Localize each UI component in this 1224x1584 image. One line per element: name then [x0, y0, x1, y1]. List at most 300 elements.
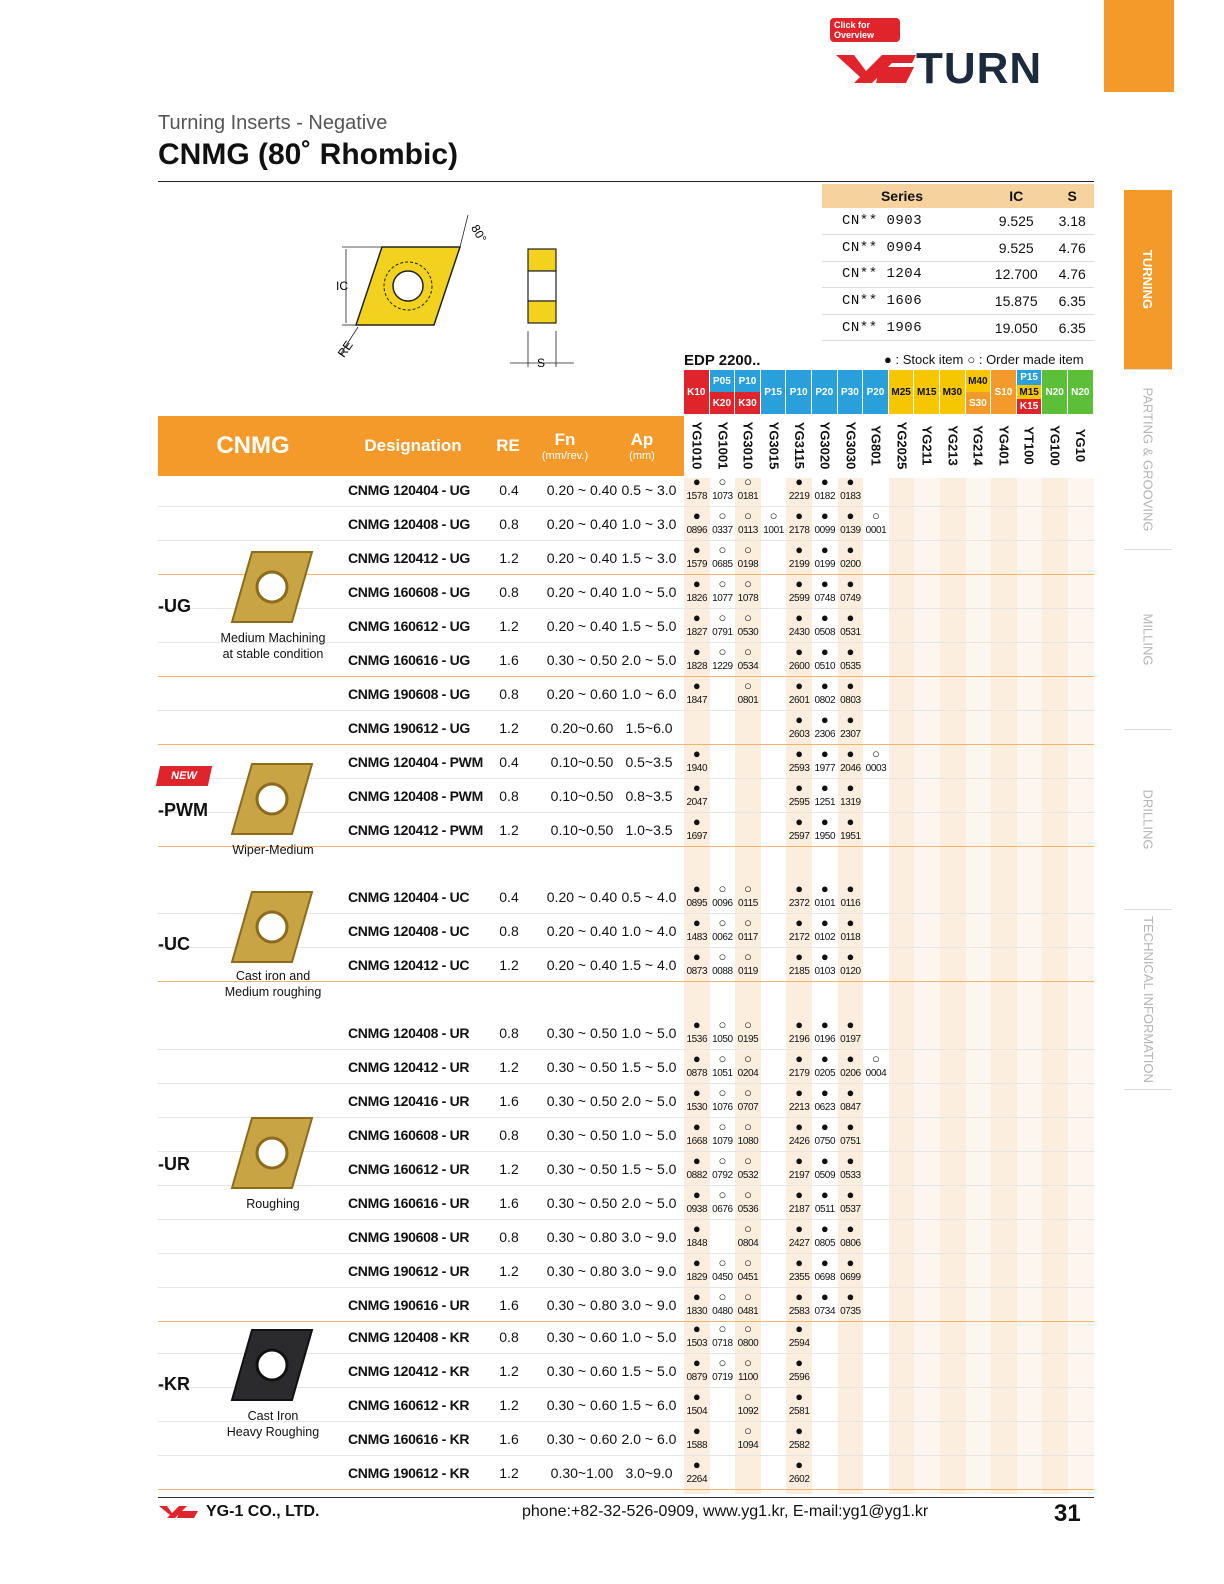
fn-cell: 0.30 ~ 0.50: [546, 1195, 618, 1211]
iso-code: P10: [786, 370, 811, 414]
edp-code: 2595: [788, 797, 810, 808]
stock-dot-icon: ●: [795, 780, 804, 795]
edp-code: 1051: [712, 1068, 733, 1079]
re-cell: 0.4: [499, 754, 519, 770]
availability-mark: [735, 1388, 761, 1417]
edp-code: 1588: [686, 1440, 708, 1451]
designation-cell: CNMG 160608 - UR: [348, 1127, 470, 1143]
stock-dot-icon: ●: [820, 1017, 829, 1032]
stock-dot-icon: ●: [820, 542, 829, 557]
stock-dot-icon: ●: [846, 1187, 855, 1202]
stock-dot-icon: ●: [795, 814, 804, 829]
iso-code: M30: [940, 370, 965, 414]
edp-code: 2264: [686, 1474, 708, 1485]
grade-name-label: YG2025: [894, 421, 910, 470]
edp-code: 0534: [737, 661, 759, 672]
availability-mark: [838, 643, 864, 672]
availability-mark: [838, 677, 864, 706]
availability-mark: [710, 1118, 736, 1147]
availability-mark: [684, 575, 710, 604]
side-tab-parting-grooving[interactable]: PARTING & GROOVING: [1124, 370, 1172, 550]
grade-name: [1068, 416, 1094, 478]
availability-mark: [735, 1320, 761, 1349]
order-circle-icon: ○: [718, 576, 727, 591]
re-cell: 1.2: [499, 1397, 519, 1413]
availability-mark: [838, 609, 864, 638]
click-for-overview-badge[interactable]: Click for Overview: [830, 18, 900, 42]
edp-code: 2599: [788, 593, 810, 604]
ap-cell: 3.0~9.0: [625, 1465, 673, 1481]
iso-class-cell: [761, 370, 787, 414]
stock-dot-icon: ●: [846, 1051, 855, 1066]
order-circle-icon: ○: [718, 1187, 727, 1202]
stock-dot-icon: ●: [820, 1051, 829, 1066]
order-circle-icon: ○: [744, 1017, 752, 1032]
fn-cell: 0.30 ~ 0.60: [546, 1329, 618, 1345]
availability-mark: [684, 643, 710, 672]
side-tab-technical-information[interactable]: TECHNICAL INFORMATION: [1124, 910, 1172, 1090]
stock-dot-icon: ●: [692, 814, 701, 829]
edp-code: 0197: [840, 1034, 861, 1045]
availability-mark: [863, 745, 889, 774]
edp-code: 0001: [865, 525, 887, 536]
order-circle-icon: ○: [718, 1119, 727, 1134]
grade-name-label: YG3010: [740, 421, 756, 470]
stock-dot-icon: ●: [846, 746, 855, 761]
re-cell: 0.8: [499, 1127, 519, 1143]
designation-cell: CNMG 190608 - UG: [348, 686, 471, 702]
fn-cell: 0.30 ~ 0.50: [546, 1025, 618, 1041]
edp-code: 2213: [788, 1102, 810, 1113]
availability-mark: [710, 507, 736, 536]
availability-mark: [786, 507, 812, 536]
iso-code: P20: [812, 370, 837, 414]
stock-dot-icon: ●: [795, 1051, 804, 1066]
footer-divider: [158, 1497, 1094, 1498]
designation-cell: CNMG 160616 - UG: [348, 652, 471, 668]
grade-name: [889, 416, 915, 478]
re-cell: 0.8: [499, 686, 519, 702]
order-circle-icon: ○: [744, 1389, 752, 1404]
edp-code: 0676: [712, 1204, 733, 1215]
grade-name: [1017, 416, 1043, 478]
table-row: [158, 507, 1094, 541]
order-circle-icon: ○: [744, 1355, 752, 1370]
availability-mark: [786, 609, 812, 638]
stock-dot-icon: ●: [692, 576, 701, 591]
stock-dot-icon: ●: [692, 610, 701, 625]
fn-header: Fn (mm/rev.): [541, 430, 589, 462]
re-cell: 1.2: [499, 1059, 519, 1075]
ap-cell: 1.0 ~ 5.0: [621, 1127, 677, 1143]
availability-mark: [812, 813, 838, 842]
edp-code: 0938: [686, 1204, 708, 1215]
availability-mark: [684, 1254, 710, 1283]
edp-code: 1076: [712, 1102, 733, 1113]
side-tab-drilling[interactable]: DRILLING: [1124, 730, 1172, 910]
availability-mark: [786, 575, 812, 604]
re-header: RE: [496, 436, 520, 455]
availability-mark: [812, 473, 838, 502]
availability-mark: [812, 1152, 838, 1181]
edp-code: 1977: [814, 763, 836, 774]
availability-mark: [710, 1320, 736, 1349]
grade-name-label: YG3030: [842, 421, 858, 470]
edp-code: 2185: [788, 966, 810, 977]
ap-cell: 1.5 ~ 4.0: [621, 957, 677, 973]
availability-mark: [838, 1254, 864, 1283]
edp-code: 2597: [788, 831, 810, 842]
edp-code: 1073: [712, 491, 733, 502]
stock-dot-icon: ●: [795, 1423, 804, 1438]
order-circle-icon: ○: [718, 542, 727, 557]
availability-mark: [710, 1084, 736, 1113]
stock-dot-icon: ●: [795, 644, 804, 659]
ap-cell: 2.0 ~ 5.0: [621, 1195, 677, 1211]
stock-dot-icon: ●: [795, 1085, 804, 1100]
fn-cell: 0.30 ~ 0.50: [546, 1161, 618, 1177]
iso-class-cell: [940, 370, 966, 414]
designation-cell: CNMG 160616 - KR: [348, 1431, 470, 1447]
edp-code: 2307: [840, 729, 861, 740]
stock-dot-icon: ●: [692, 678, 701, 693]
edp-code: 0873: [686, 966, 708, 977]
fn-cell: 0.20 ~ 0.40: [546, 550, 618, 566]
side-tab-milling[interactable]: MILLING: [1124, 550, 1172, 730]
edp-code: 1951: [840, 831, 861, 842]
availability-mark: [684, 677, 710, 706]
order-circle-icon: ○: [718, 1355, 727, 1370]
order-circle-icon: ○: [744, 1221, 752, 1236]
group-description: Cast iron and Medium roughing: [224, 969, 322, 999]
order-circle-icon: ○: [744, 949, 752, 964]
group-code: -PWM: [158, 800, 208, 820]
iso-code: P10: [735, 370, 760, 392]
legend: [884, 352, 1084, 367]
availability-mark: [684, 880, 710, 909]
edp-code: 2355: [788, 1272, 810, 1283]
iso-class-cell: [889, 370, 915, 414]
availability-mark: [735, 1254, 761, 1283]
iso-class-cell: [1017, 370, 1043, 414]
yg-logo-icon: [832, 49, 916, 89]
edp-code: 0004: [865, 1068, 887, 1079]
availability-mark: [684, 914, 710, 943]
availability-mark: [684, 609, 710, 638]
iso-code: N20: [1068, 370, 1093, 414]
ap-cell: 1.5 ~ 5.0: [621, 618, 677, 634]
table-row: [158, 473, 1094, 507]
stock-dot-icon: ●: [820, 915, 829, 930]
re-cell: 0.8: [499, 788, 519, 804]
iso-class-cell: [786, 370, 812, 414]
availability-mark: [786, 745, 812, 774]
table-row: [158, 1288, 1094, 1322]
edp-code: 0896: [686, 525, 708, 536]
edp-code: 0748: [814, 593, 836, 604]
stock-dot-icon: ●: [846, 949, 855, 964]
edp-code: 1668: [686, 1136, 708, 1147]
fn-cell: 0.30 ~ 0.50: [546, 1127, 618, 1143]
stock-dot-icon: ●: [795, 474, 804, 489]
edp-code: 0481: [737, 1306, 759, 1317]
grade-name-label: YG213: [945, 425, 961, 466]
designation-cell: CNMG 120408 - UC: [348, 923, 470, 939]
edp-code: 2197: [788, 1170, 810, 1181]
stock-dot-icon: ●: [820, 474, 829, 489]
order-circle-icon: ○: [744, 474, 752, 489]
edp-code: 1826: [686, 593, 708, 604]
availability-mark: [786, 1320, 812, 1349]
group-ug: [158, 548, 338, 668]
stock-dot-icon: ●: [692, 1017, 701, 1032]
edp-code: 1504: [686, 1406, 708, 1417]
grade-name-label: YG1001: [714, 421, 730, 470]
edp-code: 1050: [712, 1034, 733, 1045]
availability-mark: [786, 1152, 812, 1181]
designation-cell: CNMG 160612 - UR: [348, 1161, 470, 1177]
edp-code: 2187: [788, 1204, 810, 1215]
edp-code: 1094: [737, 1440, 759, 1451]
edp-code: 0895: [686, 898, 708, 909]
edp-code: 0535: [840, 661, 861, 672]
availability-mark: [761, 507, 787, 536]
iso-code: P05: [710, 370, 735, 392]
order-circle-icon: ○: [744, 610, 752, 625]
edp-code: 0195: [737, 1034, 759, 1045]
re-cell: 0.8: [499, 1329, 519, 1345]
edp-code: 0537: [840, 1204, 861, 1215]
availability-mark: [684, 1422, 710, 1451]
availability-mark: [838, 1152, 864, 1181]
availability-mark: [838, 711, 864, 740]
stock-dot-icon: ●: [846, 915, 855, 930]
order-circle-icon: ○: [718, 1289, 727, 1304]
re-cell: 1.6: [499, 1297, 519, 1313]
s-label: S: [537, 356, 546, 370]
designation-cell: CNMG 190612 - UG: [348, 720, 471, 736]
availability-mark: [838, 1220, 864, 1249]
edp-code: 0882: [686, 1170, 708, 1181]
ap-cell: 3.0 ~ 9.0: [621, 1297, 677, 1313]
availability-mark: [786, 643, 812, 672]
order-circle-icon: ○: [744, 678, 752, 693]
edp-code: 1847: [686, 695, 708, 706]
stock-dot-icon: ●: [846, 712, 855, 727]
availability-mark: [838, 541, 864, 570]
order-circle-icon: ○: [744, 542, 752, 557]
availability-mark: [786, 1220, 812, 1249]
edp-code: 0099: [814, 525, 836, 536]
designation-cell: CNMG 120412 - KR: [348, 1363, 470, 1379]
availability-mark: [812, 1288, 838, 1317]
availability-mark: [838, 948, 864, 977]
availability-mark: [684, 948, 710, 977]
availability-mark: [786, 1422, 812, 1451]
availability-mark: [710, 1186, 736, 1215]
availability-mark: [710, 914, 736, 943]
designation-cell: CNMG 120416 - UR: [348, 1093, 470, 1109]
edp-code: 1092: [737, 1406, 759, 1417]
table-header-band: [158, 416, 684, 476]
availability-mark: [710, 948, 736, 977]
order-circle-icon: ○: [718, 508, 727, 523]
re-cell: 1.2: [499, 550, 519, 566]
availability-mark: [786, 1254, 812, 1283]
fn-cell: 0.30~1.00: [550, 1465, 614, 1481]
availability-mark: [786, 1456, 812, 1485]
re-cell: 0.8: [499, 1025, 519, 1041]
edp-code: 1080: [737, 1136, 759, 1147]
order-circle-icon: ○: [872, 746, 880, 761]
edp-code: 0102: [814, 932, 836, 943]
availability-mark: [786, 813, 812, 842]
iso-class-cell: [735, 370, 761, 414]
fn-cell: 0.20 ~ 0.40: [546, 516, 618, 532]
grade-name: [991, 416, 1017, 478]
edp-code: 0116: [840, 898, 861, 909]
legend-order: ○ : Order made item: [967, 352, 1084, 367]
edp-code: 0119: [738, 966, 758, 977]
edp-code: 2602: [788, 1474, 810, 1485]
availability-mark: [735, 1118, 761, 1147]
ap-cell: 1.5~6.0: [625, 720, 673, 736]
availability-mark: [812, 643, 838, 672]
availability-mark: [710, 1354, 736, 1383]
availability-mark: [735, 948, 761, 977]
designation-cell: CNMG 120412 - UC: [348, 957, 470, 973]
ap-cell: 1.5 ~ 6.0: [621, 1397, 677, 1413]
edp-code: 0003: [865, 763, 887, 774]
availability-mark: [684, 1050, 710, 1079]
edp-code: 0451: [737, 1272, 759, 1283]
availability-mark: [812, 1186, 838, 1215]
stock-dot-icon: ●: [820, 1221, 829, 1236]
availability-mark: [735, 575, 761, 604]
edp-prefix: EDP 2200..: [684, 352, 761, 369]
ap-cell: 1.0 ~ 5.0: [621, 1329, 677, 1345]
edp-code: 1940: [686, 763, 708, 774]
availability-mark: [812, 575, 838, 604]
availability-mark: [838, 779, 864, 808]
group-description: Cast Iron Heavy Roughing: [226, 1409, 320, 1439]
order-circle-icon: ○: [744, 1289, 752, 1304]
edp-code: 1001: [763, 525, 784, 536]
order-circle-icon: ○: [718, 474, 727, 489]
edp-code: 0511: [814, 1204, 835, 1215]
stock-dot-icon: ●: [820, 644, 829, 659]
edp-code: 0532: [737, 1170, 759, 1181]
stock-dot-icon: ●: [795, 1153, 804, 1168]
availability-mark: [735, 1186, 761, 1215]
group-code: -UG: [158, 596, 191, 616]
order-circle-icon: ○: [744, 644, 752, 659]
ic-header: IC: [982, 184, 1050, 208]
availability-mark: [684, 1354, 710, 1383]
edp-code: 0685: [712, 559, 733, 570]
availability-mark: [838, 1288, 864, 1317]
group-code: -KR: [158, 1374, 190, 1394]
ap-cell: 1.0 ~ 6.0: [621, 686, 677, 702]
availability-mark: [863, 1050, 889, 1079]
availability-mark: [735, 643, 761, 672]
insert-ur-icon: [230, 1114, 314, 1192]
group-description: Medium Machining at stable condition: [220, 631, 326, 661]
grade-name: [1042, 416, 1068, 478]
table-row: [158, 1016, 1094, 1050]
availability-mark: [786, 1186, 812, 1215]
fn-cell: 0.20 ~ 0.40: [546, 923, 618, 939]
availability-mark: [786, 1084, 812, 1113]
stock-dot-icon: ●: [846, 1153, 855, 1168]
order-circle-icon: ○: [718, 1153, 727, 1168]
order-circle-icon: ○: [744, 508, 752, 523]
side-tab-turning[interactable]: TURNING: [1124, 190, 1172, 370]
iso-code: M15: [1017, 385, 1042, 400]
availability-mark: [735, 541, 761, 570]
fn-cell: 0.30 ~ 0.50: [546, 1059, 618, 1075]
group-description: Wiper-Medium: [232, 843, 314, 857]
availability-mark: [838, 1186, 864, 1215]
stock-dot-icon: ●: [692, 1153, 701, 1168]
re-cell: 1.2: [499, 1263, 519, 1279]
designation-cell: CNMG 120412 - PWM: [348, 822, 483, 838]
order-circle-icon: ○: [718, 1255, 727, 1270]
edp-code: 1483: [686, 932, 708, 943]
stock-dot-icon: ●: [795, 610, 804, 625]
iso-code: K30: [735, 392, 760, 414]
designation-cell: CNMG 160612 - KR: [348, 1397, 470, 1413]
edp-code: 1100: [738, 1372, 758, 1383]
ap-cell: 1.0 ~ 3.0: [621, 516, 677, 532]
edp-code: 2046: [840, 763, 861, 774]
stock-dot-icon: ●: [692, 474, 701, 489]
stock-dot-icon: ●: [795, 678, 804, 693]
iso-class-cell: [684, 370, 710, 414]
table-row: [158, 677, 1094, 711]
availability-mark: [710, 1152, 736, 1181]
edp-code: 0792: [712, 1170, 733, 1181]
availability-mark: [684, 813, 710, 842]
order-circle-icon: ○: [718, 1321, 727, 1336]
order-circle-icon: ○: [744, 1119, 752, 1134]
ap-cell: 1.0~3.5: [625, 822, 673, 838]
fn-cell: 0.30 ~ 0.80: [546, 1263, 618, 1279]
availability-mark: [710, 473, 736, 502]
fn-cell: 0.30 ~ 0.60: [546, 1363, 618, 1379]
availability-mark: [812, 880, 838, 909]
availability-mark: [812, 711, 838, 740]
availability-mark: [710, 1050, 736, 1079]
stock-dot-icon: ●: [820, 508, 829, 523]
ap-cell: 2.0 ~ 6.0: [621, 1431, 677, 1447]
re-cell: 0.4: [499, 889, 519, 905]
stock-dot-icon: ●: [795, 542, 804, 557]
designation-cell: CNMG 120404 - PWM: [348, 754, 483, 770]
edp-code: 0806: [840, 1238, 861, 1249]
edp-code: 2179: [788, 1068, 810, 1079]
stock-dot-icon: ●: [820, 1187, 829, 1202]
stock-dot-icon: ●: [692, 508, 701, 523]
stock-dot-icon: ●: [692, 1321, 701, 1336]
ap-cell: 1.5 ~ 3.0: [621, 550, 677, 566]
iso-code: P30: [838, 370, 863, 414]
table-row: [158, 1220, 1094, 1254]
series-row: CN** 1906 19.050 6.35: [822, 314, 1094, 341]
re-cell: 0.8: [499, 1229, 519, 1245]
grade-name-label: YG100: [1047, 425, 1063, 466]
stock-dot-icon: ●: [820, 1153, 829, 1168]
